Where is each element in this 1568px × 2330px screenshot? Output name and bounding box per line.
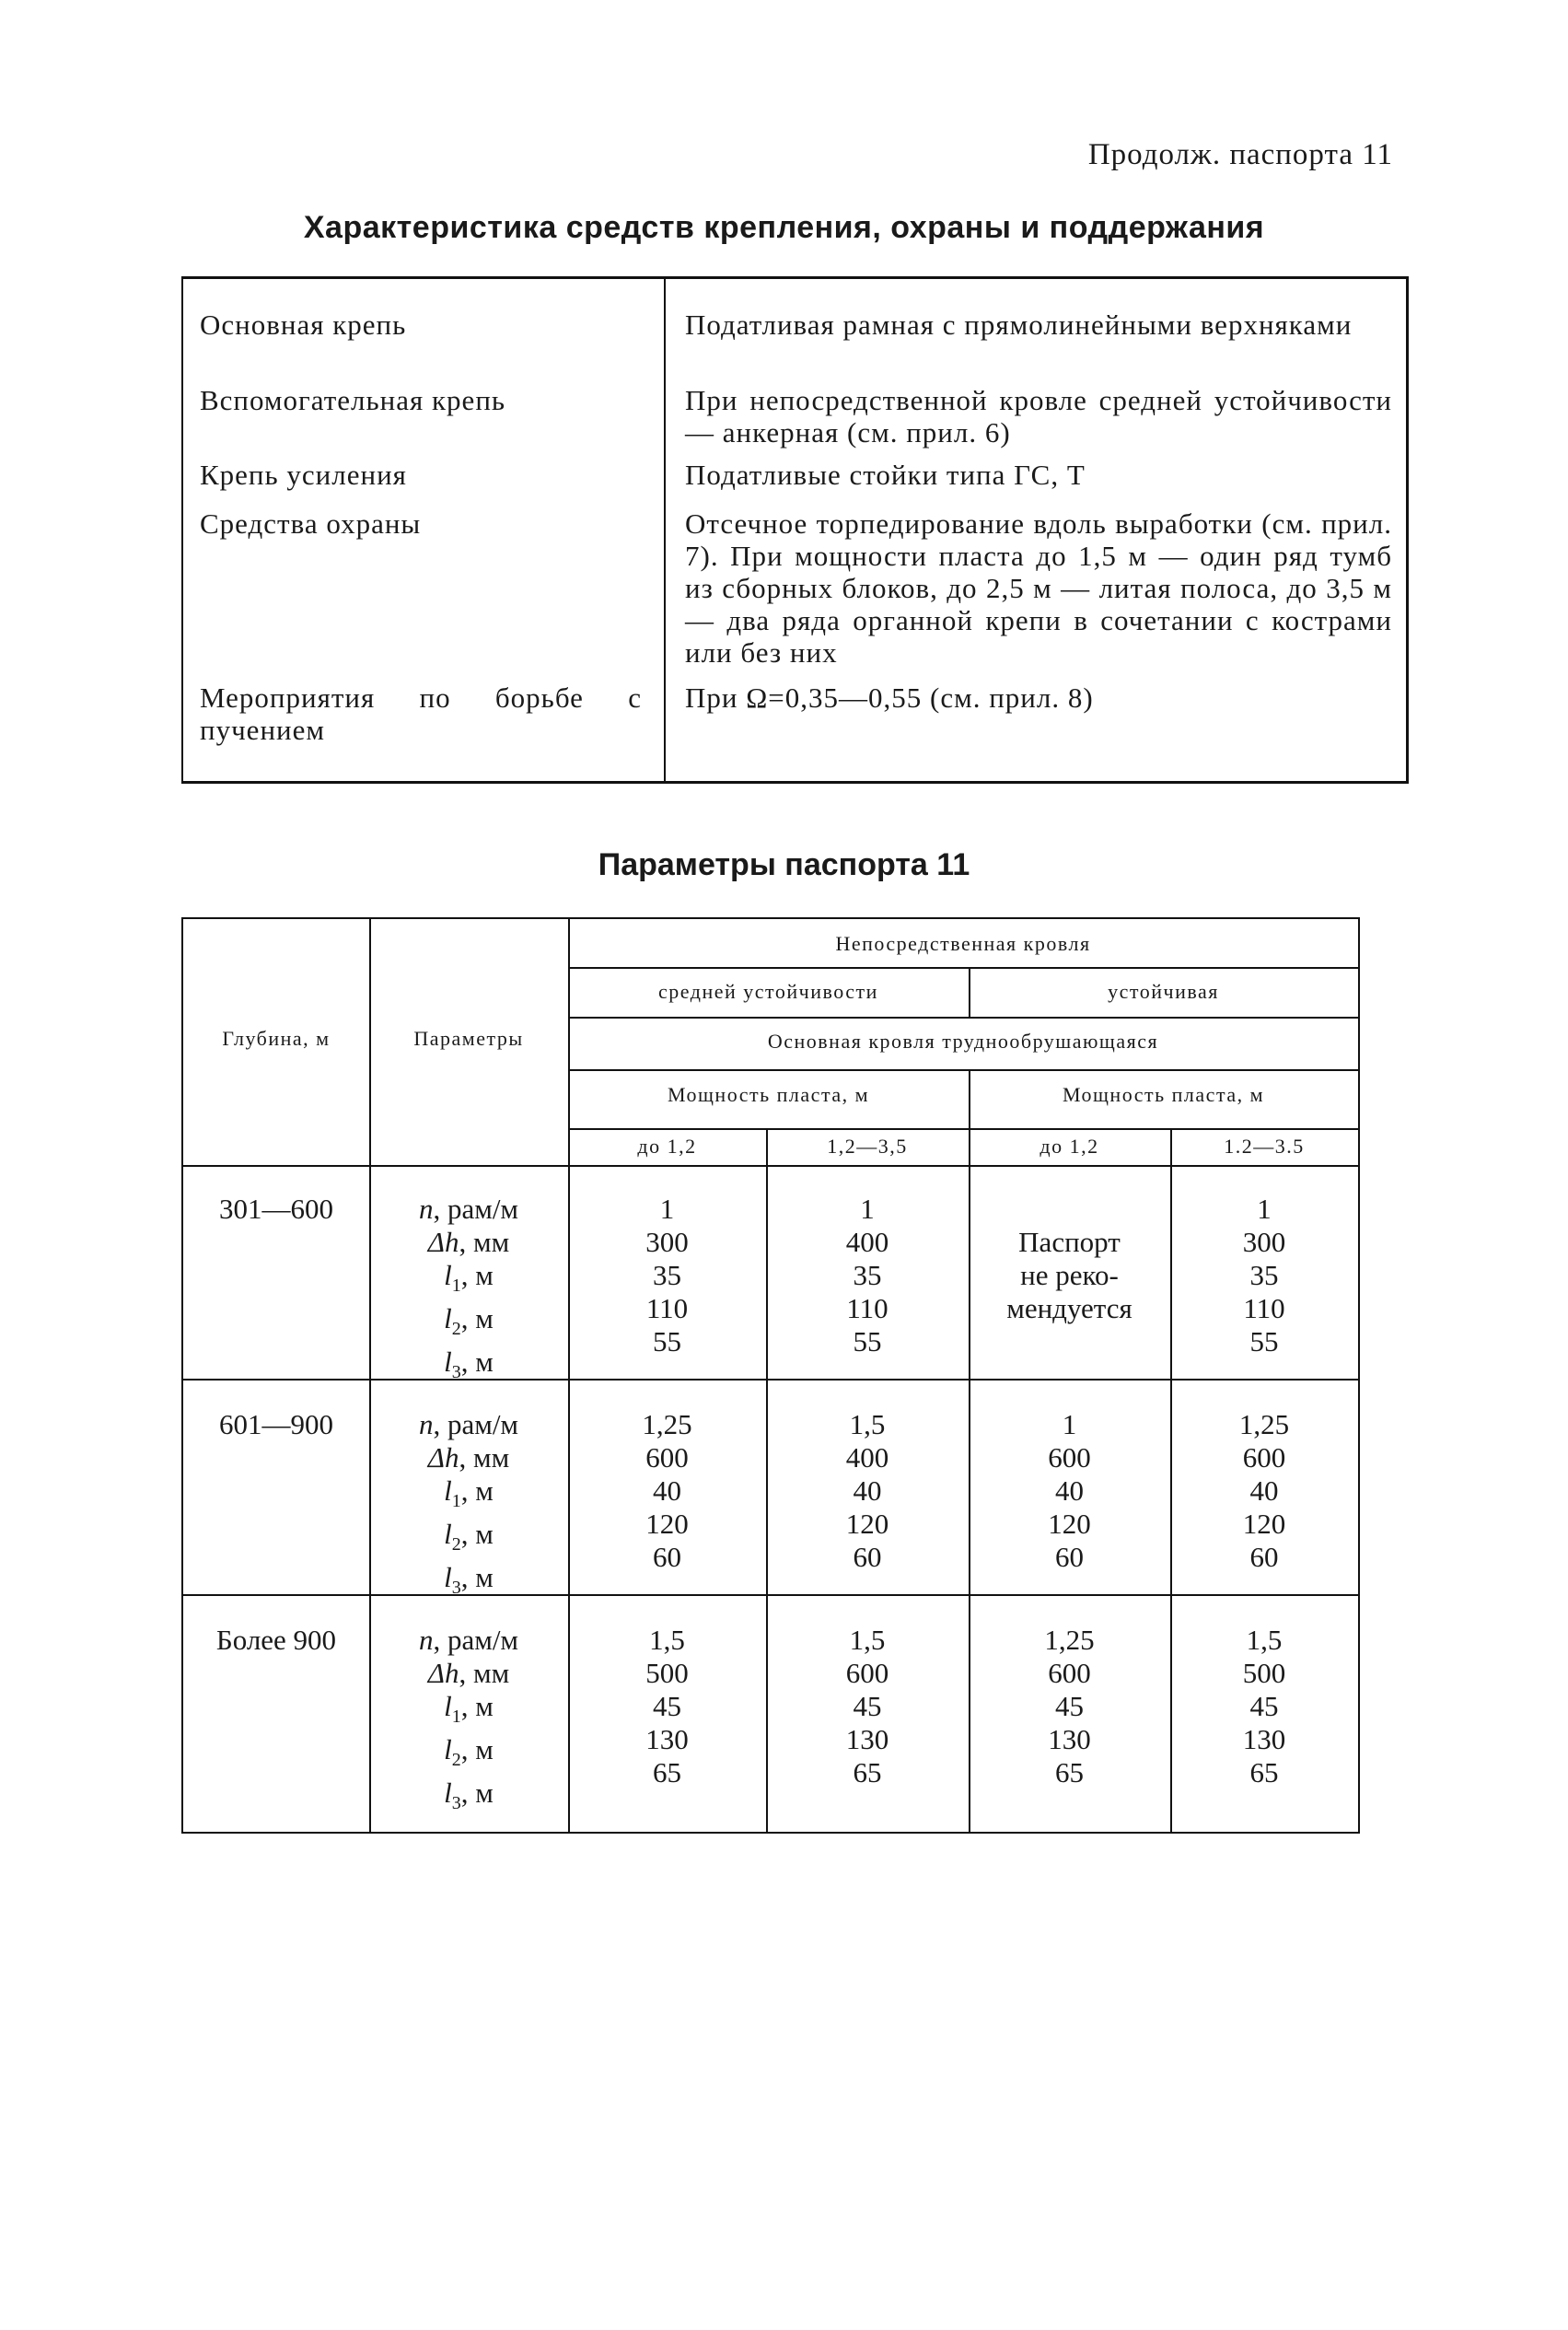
value-cell: 1 300 35 110 55 <box>645 1193 689 1357</box>
depth-cell: Более 900 <box>215 1624 337 1656</box>
row-value: При непосредственной кровле средней устойчивости — анкерная (см. прил. 6) <box>685 384 1392 449</box>
param-list: n, рам/м Δh, мм $l_1$, м $l_2$, м $l_3$, м <box>418 1624 519 1814</box>
header-stab-stable: устойчивая <box>1108 980 1219 1003</box>
value-cell: 1,5 400 40 120 60 <box>845 1408 889 1573</box>
support-characteristics-table <box>181 276 1409 784</box>
param-list: n, рам/м Δh, мм $l_1$, м $l_2$, м $l_3$, м <box>418 1408 519 1599</box>
row-label: Крепь усиления <box>200 459 407 491</box>
value-cell: 1,5 500 45 130 65 <box>645 1624 689 1788</box>
header-depth: Глубина, м <box>222 1027 331 1050</box>
param-list: n, рам/м Δh, мм $l_1$, м $l_2$, м $l_3$, м <box>418 1193 519 1383</box>
column-divider <box>664 279 666 781</box>
row-value: Податливые стойки типа ГС, Т <box>685 459 1086 491</box>
passport-parameters-table <box>181 917 1360 1834</box>
header-stab-medium: средней устойчивости <box>658 980 878 1003</box>
value-cell: 1,5 500 45 130 65 <box>1242 1624 1286 1788</box>
value-cell: 1,5 600 45 130 65 <box>845 1624 889 1788</box>
header-col2: 1,2—3,5 <box>827 1135 908 1158</box>
row-label: Основная крепь <box>200 309 407 341</box>
header-params: Параметры <box>413 1027 524 1050</box>
section2-title: Параметры паспорта 11 <box>598 847 970 882</box>
header-roof: Непосредственная кровля <box>835 932 1091 955</box>
depth-cell: 301—600 <box>219 1193 333 1225</box>
header-thickness: Мощность пласта, м <box>667 1083 870 1106</box>
row-label: Средства охраны <box>200 507 422 540</box>
value-cell: 1,25 600 45 130 65 <box>1044 1624 1095 1788</box>
depth-cell: 601—900 <box>219 1408 333 1440</box>
continuation-note: Продолж. паспорта 11 <box>1087 138 1393 171</box>
header-thickness: Мощность пласта, м <box>1062 1083 1265 1106</box>
header-col1: до 1,2 <box>637 1135 697 1158</box>
header-col3: до 1,2 <box>1040 1135 1099 1158</box>
header-col4: 1.2—3.5 <box>1224 1135 1305 1158</box>
header-main-roof: Основная кровля труднообрушающаяся <box>767 1030 1159 1053</box>
value-cell: 1 400 35 110 55 <box>845 1193 889 1357</box>
value-cell: 1,25 600 40 120 60 <box>1238 1408 1290 1573</box>
row-value: Податливая рамная с прямолинейными верхняками <box>685 309 1353 341</box>
value-cell: 1,25 600 40 120 60 <box>642 1408 692 1573</box>
value-cell: 1 600 40 120 60 <box>1048 1408 1091 1573</box>
row-label: Вспомогательная крепь <box>200 384 506 416</box>
row-value: При Ω=0,35—0,55 (см. прил. 8) <box>685 682 1094 714</box>
value-cell-not-recommended: Паспорт не реко- мендуется <box>1006 1226 1132 1324</box>
row-label: Мероприятия по борьбе с пучением <box>200 682 642 746</box>
value-cell: 1 300 35 110 55 <box>1242 1193 1286 1357</box>
section1-title: Характеристика средств крепления, охраны и поддержания <box>303 210 1265 245</box>
row-value: Отсечное торпедирование вдоль выработки (см. прил. 7). При мощности пласта до 1,5 м — один ряд тумб из сборных блоков, до 2,5 м — литая полоса, до 3,5 м — два ряда органной крепи в сочетании с кострами или без них <box>685 507 1392 669</box>
